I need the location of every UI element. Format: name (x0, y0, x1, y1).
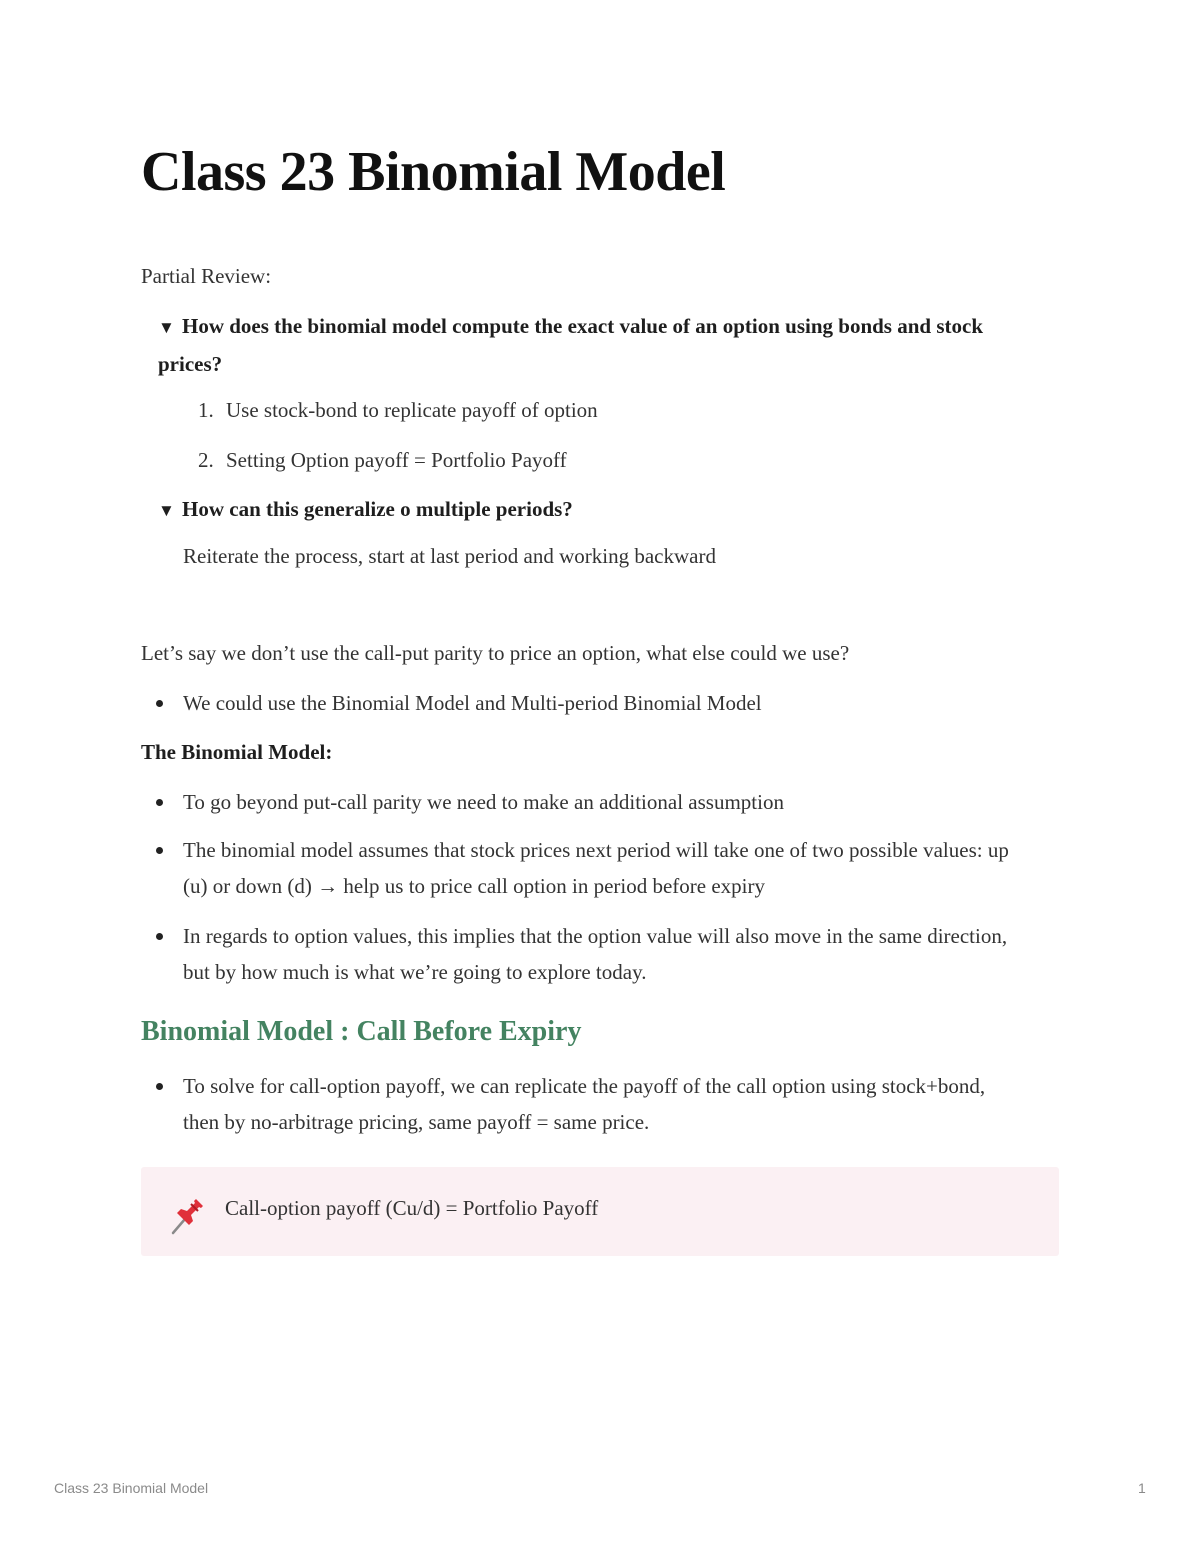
intro-question: Let’s say we don’t use the call-put parity to price an option, what else could we use? (141, 641, 850, 665)
bullet-dot-icon (156, 847, 163, 854)
toggle-question-text: How does the binomial model compute the exact value of an option using bonds and stock prices? (158, 314, 984, 376)
toggle-answer: Reiterate the process, start at last period and working backward (183, 544, 716, 568)
list-item-text: To go beyond put-call parity we need to make an additional assumption (183, 790, 784, 814)
footer-title: Class 23 Binomial Model (54, 1480, 209, 1496)
toggle-question-2[interactable] (158, 491, 1038, 529)
bullet-dot-icon (156, 799, 163, 806)
list-item (141, 918, 1021, 990)
pushpin-icon (165, 1195, 209, 1239)
callout-text: Call-option payoff (Cu/d) = Portfolio Payoff (225, 1196, 599, 1220)
triangle-down-icon[interactable]: ▼ (158, 501, 175, 520)
list-item-text: The binomial model assumes that stock prices next period will take one of two possible values: up (u) or down (d) → help us to price call option in period before expiry (183, 838, 1009, 898)
bullet-dot-icon (156, 933, 163, 940)
toggle-question-1[interactable] (158, 308, 1038, 382)
list-item (141, 784, 1021, 820)
list-item-text: Use stock-bond to replicate payoff of option (226, 398, 598, 422)
toggle-question-text: How can this generalize o multiple periods? (182, 497, 573, 521)
bullet-dot-icon (156, 1083, 163, 1090)
list-item-text: To solve for call-option payoff, we can replicate the payoff of the call option using stock+bond, then by no-arbitrage pricing, same payoff = same price. (183, 1074, 986, 1134)
page-title: Class 23 Binomial Model (141, 141, 726, 203)
section-heading: Binomial Model : Call Before Expiry (141, 1016, 582, 1047)
binomial-heading: The Binomial Model: (141, 740, 333, 764)
list-item (141, 1068, 1021, 1140)
list-item (141, 832, 1021, 904)
list-item: 2. Setting Option payoff = Portfolio Payoff (198, 448, 567, 472)
bullet-dot-icon (156, 700, 163, 707)
list-item (141, 685, 1021, 721)
footer-page-number: 1 (1138, 1480, 1146, 1496)
list-item-text: In regards to option values, this implies that the option value will also move in the same direction, but by how much is what we’re going to explore today. (183, 924, 1008, 984)
partial-review-label: Partial Review: (141, 264, 272, 288)
list-item-text: Setting Option payoff = Portfolio Payoff (226, 448, 567, 472)
list-item: 1. Use stock-bond to replicate payoff of option (198, 398, 598, 422)
triangle-down-icon[interactable]: ▼ (158, 318, 175, 337)
callout-box (141, 1167, 1059, 1256)
list-item-text: We could use the Binomial Model and Multi-period Binomial Model (183, 691, 762, 715)
